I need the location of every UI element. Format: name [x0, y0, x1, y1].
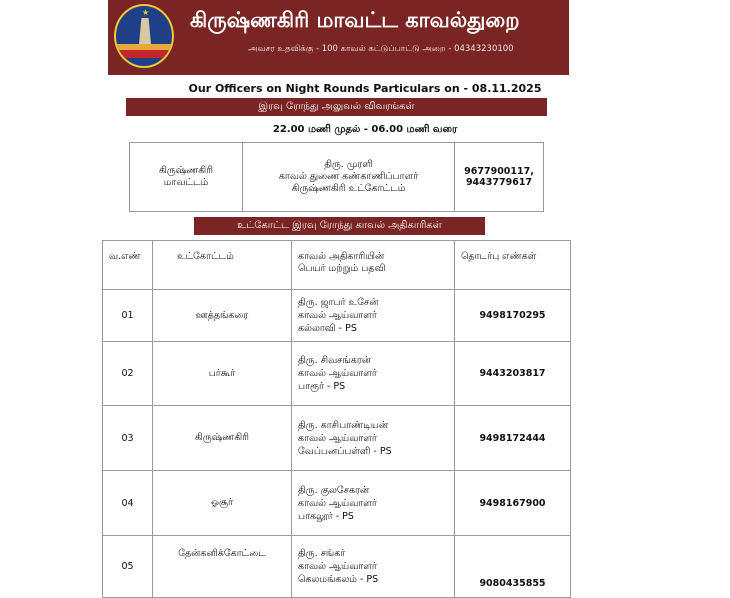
- table-row: [103, 536, 571, 598]
- row-phone: 9443203817: [455, 342, 571, 406]
- table-row: [103, 342, 571, 406]
- subdivision-officers-table: [102, 240, 571, 598]
- row-subdivision: பர்கூர்: [153, 342, 292, 406]
- header-title: கிருஷ்ணகிரி மாவட்ட காவல்துறை: [190, 8, 520, 32]
- header-sno: வ.எண்: [103, 241, 153, 290]
- district-officer-cell: திரு. முரளி காவல் துணை கண்காணிப்பாளர் கிருஷ்ணகிரி உட்கோட்டம்: [243, 143, 455, 212]
- section-title: உட்கோட்ட இரவு ரோந்து காவல் அதிகாரிகள்: [194, 217, 485, 235]
- row-officer: திரு. குலசேகரன் காவல் ஆய்வாளர் பாகலூர் - PS: [292, 471, 455, 536]
- header-banner: [108, 0, 569, 75]
- row-subdivision: ஊத்தங்கரை: [153, 290, 292, 342]
- district-name-cell: கிருஷ்ணகிரி மாவட்டம்: [130, 143, 243, 212]
- row-phone: 9498172444: [455, 406, 571, 471]
- district-phone-cell: 9677900117, 9443779617: [455, 143, 544, 212]
- row-phone: 9080435855: [455, 536, 571, 598]
- table-row: [103, 406, 571, 471]
- table-row: [130, 143, 544, 212]
- table-header-row: [103, 241, 571, 290]
- row-subdivision: கிருஷ்ணகிரி: [153, 406, 292, 471]
- star-icon: ★: [142, 8, 150, 17]
- row-sno: 02: [103, 342, 153, 406]
- row-phone: 9498167900: [455, 471, 571, 536]
- row-officer: திரு. ஜாபர் உசேன் காவல் ஆய்வாளர் கல்லாவி - PS: [292, 290, 455, 342]
- table-row: [103, 290, 571, 342]
- header-subtitle: அவசர உதவிக்கு - 100 காவல் கட்டுப்பாட்டு அறை - 04343230100: [248, 44, 514, 54]
- table-row: [103, 471, 571, 536]
- row-subdivision: ஓசூர்: [153, 471, 292, 536]
- row-sno: 05: [103, 536, 153, 598]
- row-officer: திரு. சிவசங்கரன் காவல் ஆய்வாளர் பாரூர் - PS: [292, 342, 455, 406]
- report-title-english: Our Officers on Night Rounds Particulars on - 08.11.2025: [188, 82, 542, 95]
- row-phone: 9498170295: [455, 290, 571, 342]
- header-contact: தொடர்பு எண்கள்: [455, 241, 571, 290]
- row-sno: 01: [103, 290, 153, 342]
- police-emblem-icon: [114, 4, 174, 68]
- report-title-tamil: இரவு ரோந்து அலுவல் விவரங்கள்: [126, 98, 547, 116]
- row-sno: 03: [103, 406, 153, 471]
- district-officer-table: [129, 142, 544, 212]
- row-officer: திரு. சங்கர் காவல் ஆய்வாளர் கெலமங்கலம் - PS: [292, 536, 455, 598]
- row-officer: திரு. காசிபாண்டியன் காவல் ஆய்வாளர் வேப்பனப்பள்ளி - PS: [292, 406, 455, 471]
- header-subdivision: உட்கோட்டம்: [153, 241, 292, 290]
- patrol-timing: 22.00 மணி முதல் - 06.00 மணி வரை: [272, 124, 458, 135]
- row-sno: 04: [103, 471, 153, 536]
- header-officer: காவல் அதிகாரியின் பெயர் மற்றும் பதவி: [292, 241, 455, 290]
- row-subdivision: தேன்கனிக்கோட்டை: [153, 536, 292, 598]
